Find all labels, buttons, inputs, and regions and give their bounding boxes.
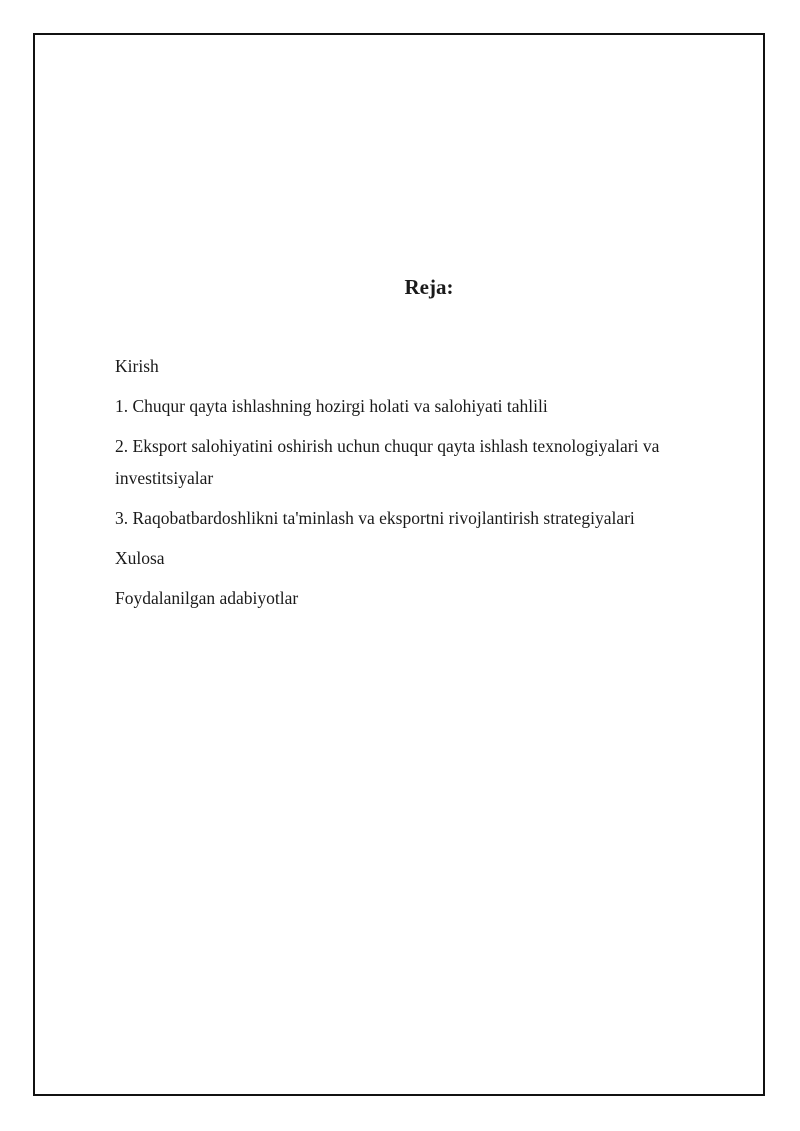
toc-item-introduction: Kirish xyxy=(115,356,159,376)
table-of-contents xyxy=(115,350,715,622)
page-title: Reja: xyxy=(404,275,454,299)
toc-item-3: 3. Raqobatbardoshlikni ta'minlash va eksportni rivojlantirish strategiyalari xyxy=(115,508,635,528)
toc-item-2: 2. Eksport salohiyatini oshirish uchun chuqur qayta ishlash texnologiyalari va investitsiyalar xyxy=(115,436,660,488)
toc-item-1: 1. Chuqur qayta ishlashning hozirgi holati va salohiyati tahlili xyxy=(115,396,548,416)
toc-item-conclusion: Xulosa xyxy=(115,548,165,568)
toc-item-references: Foydalanilgan adabiyotlar xyxy=(115,588,299,608)
